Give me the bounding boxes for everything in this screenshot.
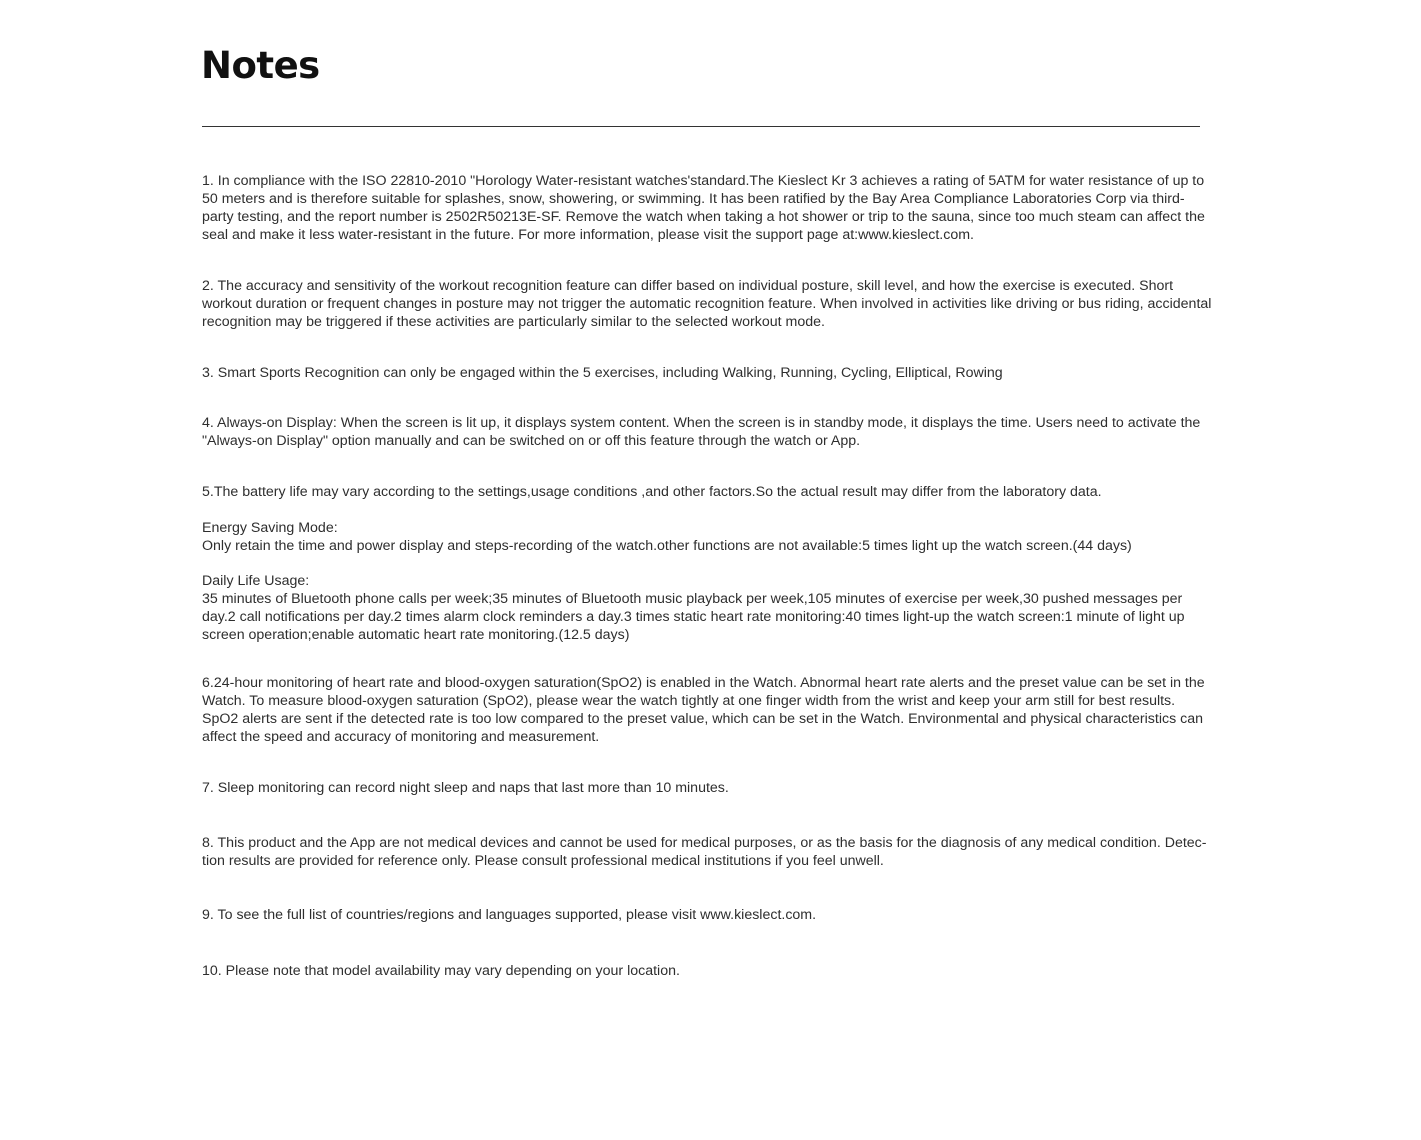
daily-life-text: 35 minutes of Bluetooth phone calls per week;35 minutes of Bluetooth music playback per week,105 minutes of exercise per week,30 pushed messages per day.2 call notifications per day.2 times alarm clock reminders a day.3 times static heart rate monitoring:40 times light-up the watch screen:1 minute of light up screen operation;enable automatic heart rate monitoring.(12.5 days) xyxy=(202,591,1185,643)
note-6-text: 6.24-hour monitoring of heart rate and blood-oxygen saturation(SpO2) is enabled in the Watch. Abnormal heart rate alerts and the preset value can be set in the Watch. To measure blood-oxygen saturation (SpO2), please wear the watch tightly at one finger width from the wrist and keep your arm still for best results. SpO2 alerts are sent if the detected rate is too low compared to the preset value, which can be set in the Watch. Environmental and physical characteristics can affect the speed and accuracy of monitoring and measurement. xyxy=(202,675,1205,745)
page-title: Notes xyxy=(201,44,320,87)
energy-saving-block xyxy=(202,519,1214,555)
note-5 xyxy=(202,483,1214,501)
note-3-text: 3. Smart Sports Recognition can only be engaged within the 5 exercises, including Walking, Running, Cycling, Elliptical, Rowing xyxy=(202,365,1003,381)
note-7 xyxy=(202,779,1214,797)
note-9 xyxy=(202,906,1214,924)
daily-life-label: Daily Life Usage: xyxy=(202,573,310,589)
energy-saving-label: Energy Saving Mode: xyxy=(202,520,338,536)
note-3 xyxy=(202,364,1214,382)
note-2 xyxy=(202,277,1214,331)
note-8-text: 8. This product and the App are not medical devices and cannot be used for medical purposes, or as the basis for the diagnosis of any medical condition. Detec-tion results are provided for reference only. Please consult professional medical institutions if you feel unwell. xyxy=(202,835,1207,869)
note-8 xyxy=(202,834,1214,870)
note-2-text: 2. The accuracy and sensitivity of the workout recognition feature can differ based on individual posture, skill level, and how the exercise is executed. Short workout duration or frequent changes in posture may not trigger the automatic recognition feature. When involved in activities like driving or bus riding, accidental recognition may be triggered if these activities are particularly similar to the selected workout mode. xyxy=(202,278,1212,330)
note-4-text: 4. Always-on Display: When the screen is lit up, it displays system content. When the screen is in standby mode, it displays the time. Users need to activate the "Always-on Display" option manually and can be switched on or off this feature through the watch or App. xyxy=(202,415,1201,449)
note-4 xyxy=(202,414,1214,450)
note-7-text: 7. Sleep monitoring can record night sleep and naps that last more than 10 minutes. xyxy=(202,780,729,796)
note-10 xyxy=(202,962,1214,980)
note-5-text: 5.The battery life may vary according to the settings,usage conditions ,and other factors.So the actual result may differ from the laboratory data. xyxy=(202,484,1102,500)
title-divider xyxy=(202,126,1200,127)
note-1 xyxy=(202,172,1214,244)
note-9-text: 9. To see the full list of countries/regions and languages supported, please visit www.kieslect.com. xyxy=(202,907,817,923)
note-10-text: 10. Please note that model availability may vary depending on your location. xyxy=(202,963,680,979)
energy-saving-text: Only retain the time and power display and steps-recording of the watch.other functions are not available:5 times light up the watch screen.(44 days) xyxy=(202,538,1132,554)
note-1-text: 1. In compliance with the ISO 22810-2010 "Horology Water-resistant watches'standard.The Kieslect Kr 3 achieves a rating of 5ATM for water resistance of up to 50 meters and is therefore suitable for splashes, snow, showering, or swimming. It has been ratified by the Bay Area Compliance Laboratories Corp via third-party testing, and the report number is 2502R50213E-SF. Remove the watch when taking a hot shower or trip to the sauna, since too much steam can affect the seal and make it less water-resistant in the future. For more information, please visit the support page at:www.kieslect.com. xyxy=(202,173,1205,243)
note-6 xyxy=(202,674,1214,746)
daily-life-block xyxy=(202,572,1214,644)
